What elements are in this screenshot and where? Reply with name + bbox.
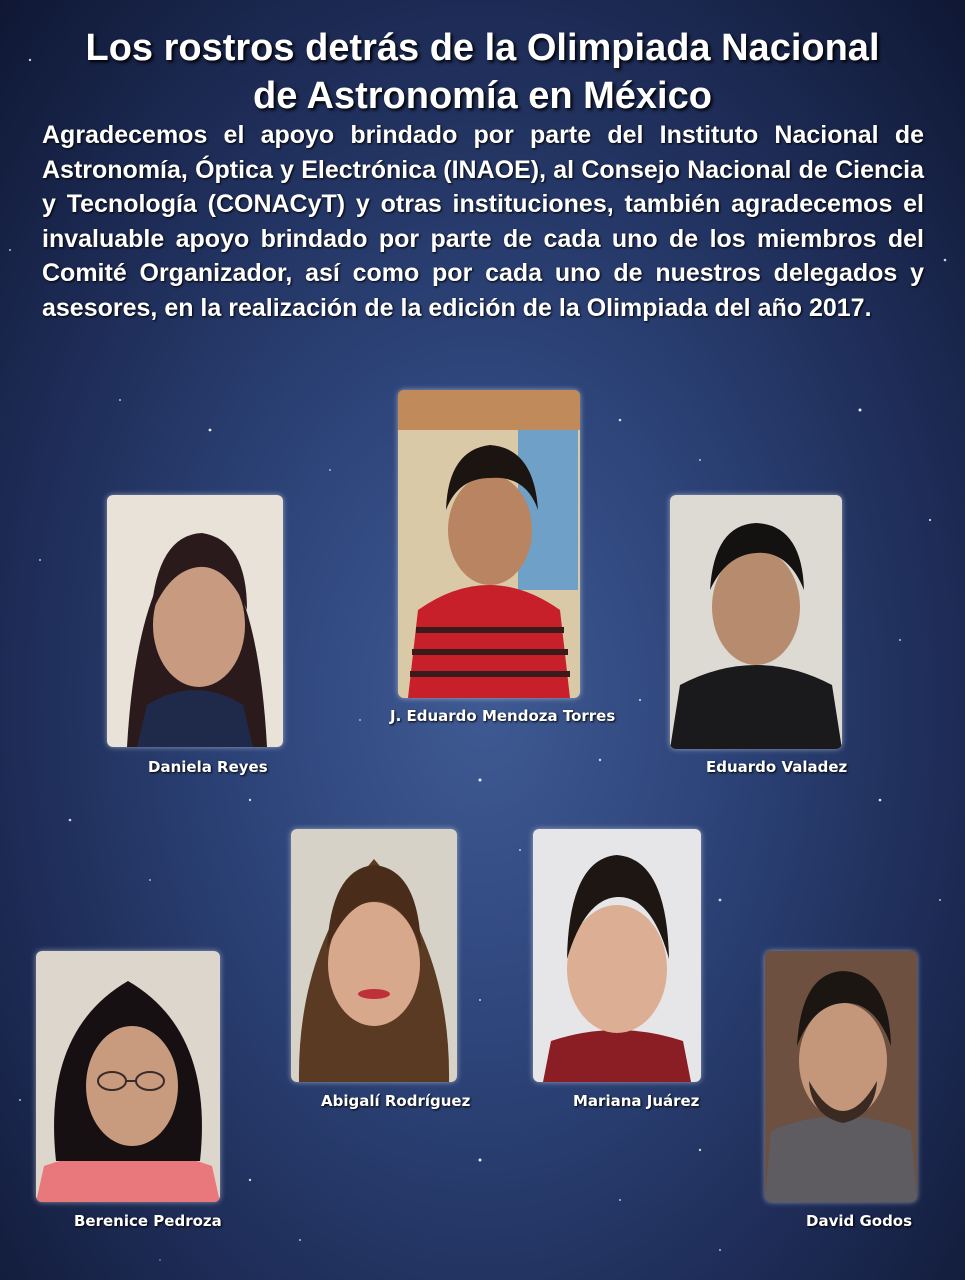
- photo-mariana-juarez: [533, 829, 701, 1082]
- name-mariana-juarez: Mariana Juárez: [573, 1092, 700, 1110]
- photo-david-godos: [765, 951, 917, 1202]
- photo-eduardo-valadez: [670, 495, 842, 749]
- page-title: [20, 24, 945, 120]
- title-line-2: de Astronomía en México: [253, 75, 712, 117]
- name-david-godos: David Godos: [806, 1212, 913, 1230]
- photo-abigali-rodriguez: [291, 829, 457, 1082]
- name-eduardo-valadez: Eduardo Valadez: [706, 758, 848, 776]
- photo-eduardo-mendoza: [398, 390, 580, 698]
- photo-daniela-reyes: [107, 495, 283, 747]
- name-abigali-rodriguez: Abigalí Rodríguez: [321, 1092, 471, 1110]
- name-eduardo-mendoza: J. Eduardo Mendoza Torres: [390, 707, 616, 725]
- title-line-1: Los rostros detrás de la Olimpiada Nacional: [85, 27, 880, 69]
- name-daniela-reyes: Daniela Reyes: [148, 758, 268, 776]
- photo-berenice-pedroza: [36, 951, 220, 1202]
- acknowledgement-paragraph: Agradecemos el apoyo brindado por parte del Instituto Nacional de Astronomía, Óptica y Electrónica (INAOE), al Consejo Nacional de Ciencia y Tecnología (CONACyT) y otras instituciones, también agradecemos el invaluable apoyo brindado por parte de cada uno de los miembros del Comité Organizador, así como por cada uno de nuestros delegados y asesores, en la realización de la edición de la Olimpiada del año 2017.: [42, 121, 924, 322]
- name-berenice-pedroza: Berenice Pedroza: [74, 1212, 222, 1230]
